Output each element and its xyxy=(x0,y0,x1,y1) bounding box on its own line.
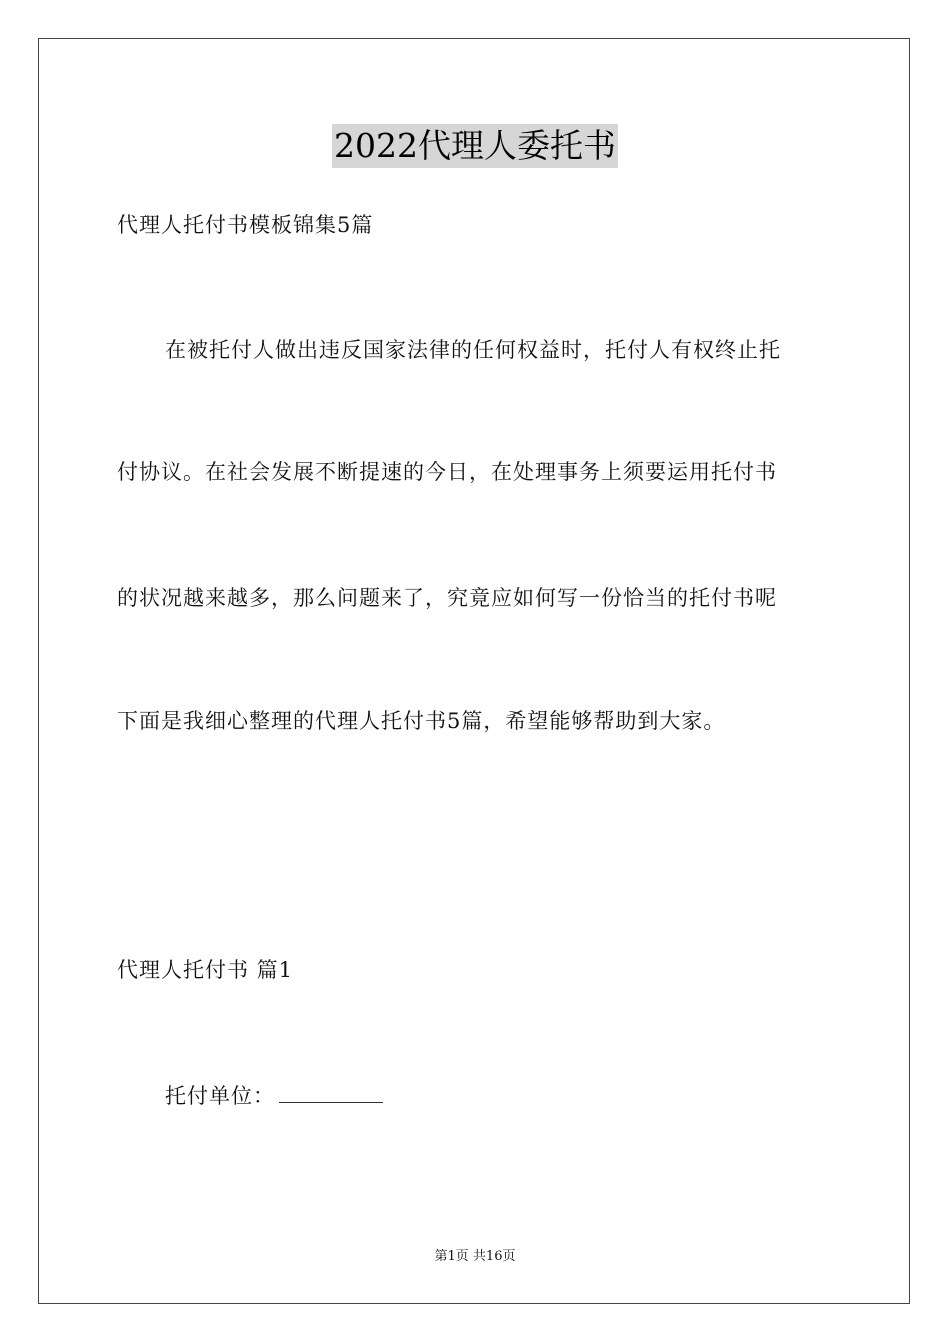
title-container xyxy=(0,124,950,168)
paragraph-line-3: 的状况越来越多，那么问题来了，究竟应如何写一份恰当的托付书呢 xyxy=(117,586,777,610)
paragraph-line-1: 在被托付人做出违反国家法律的任何权益时，托付人有权终止托 xyxy=(165,338,781,362)
section-heading: 代理人托付书 篇1 xyxy=(117,958,294,982)
document-title: 2022代理人委托书 xyxy=(332,124,618,168)
field-label: 托付单位： xyxy=(165,1084,275,1108)
page-number: 第1页 共16页 xyxy=(434,1249,516,1264)
field-row xyxy=(165,1081,383,1111)
paragraph-line-2: 付协议。在社会发展不断提速的今日，在处理事务上须要运用托付书 xyxy=(117,460,777,484)
fill-in-blank xyxy=(279,1084,383,1103)
paragraph-line-4: 下面是我细心整理的代理人托付书5篇，希望能够帮助到大家。 xyxy=(117,709,726,733)
document-subtitle: 代理人托付书模板锦集5篇 xyxy=(117,213,374,237)
